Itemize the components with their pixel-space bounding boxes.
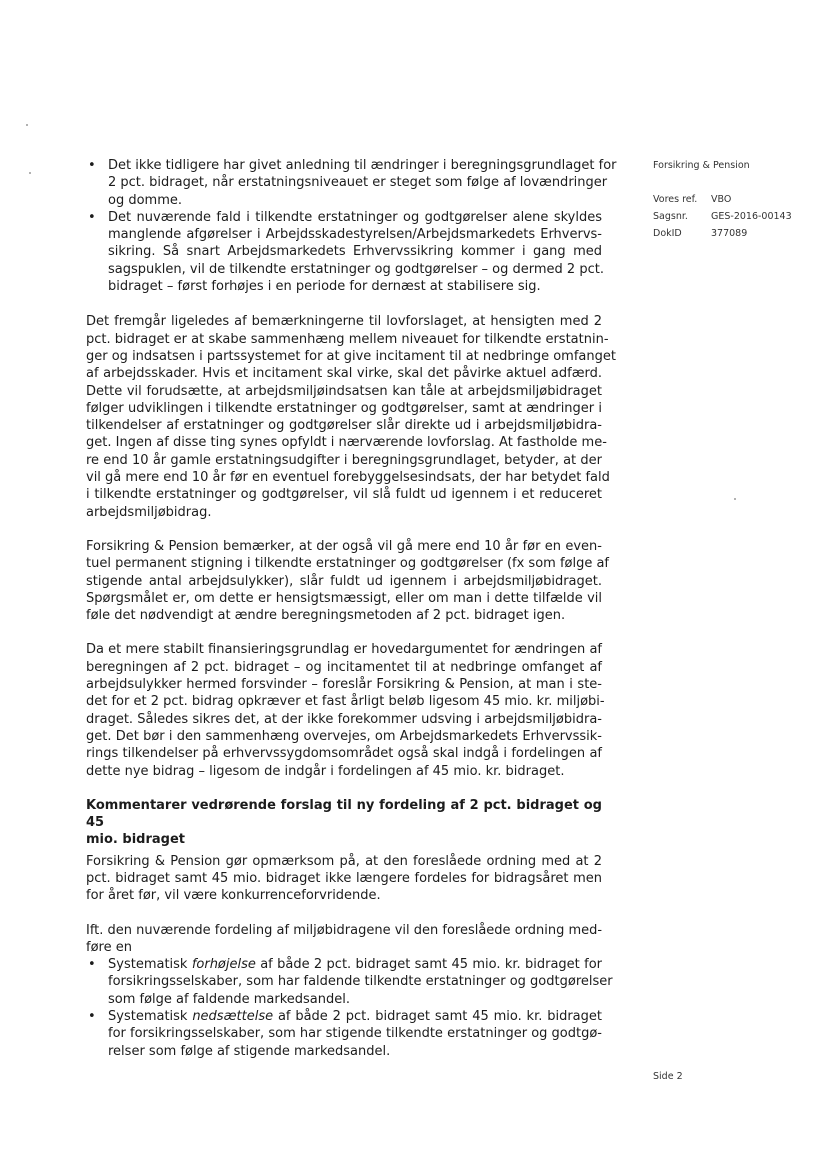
text-run: Systematisk bbox=[108, 1009, 193, 1025]
heading-line: mio. bidraget bbox=[86, 832, 185, 848]
text-line: pct. bidraget er at skabe sammenhæng mellem niveauet for tilkendte erstatnin- bbox=[86, 331, 609, 347]
text-line: manglende afgørelser i Arbejdsskadestyrelsen/Arbejdsmarkedets Erhvervs- bbox=[108, 227, 602, 243]
text-line: rings tilkendelser på erhvervssygdomsområdet også skal indgå i fordelingen af bbox=[86, 746, 602, 762]
text-line: arbejdsulykker hermed forsvinder – foreslår Forsikring & Pension, at man i ste- bbox=[86, 677, 602, 693]
text-line: det for et 2 pct. bidrag opkræver et fast årligt beløb ligesom 45 mio. kr. miljøbi- bbox=[86, 694, 605, 710]
text-line: Ift. den nuværende fordeling af miljøbidragene vil den foreslåede ordning med- bbox=[86, 922, 603, 938]
text-run: Systematisk bbox=[108, 957, 192, 973]
text-line: føle det nødvendigt at ændre beregningsmetoden af 2 pct. bidraget igen. bbox=[86, 608, 566, 624]
bullet-item bbox=[86, 956, 613, 1008]
text-line: arbejdsmiljøbidrag. bbox=[86, 504, 212, 520]
text-line: relser som følge af stigende markedsandel. bbox=[108, 1043, 391, 1059]
text-line: Det nuværende fald i tilkendte erstatninger og godtgørelser alene skyldes bbox=[108, 209, 602, 225]
text-line bbox=[108, 956, 602, 973]
text-line: draget. Således sikres det, at der ikke forekommer udsving i arbejdsmiljøbidra- bbox=[86, 711, 602, 727]
meta-value: VBO bbox=[711, 194, 732, 205]
text-line: Det fremgår ligeledes af bemærkningerne til lovforslaget, at hensigten med 2 bbox=[86, 314, 602, 330]
meta-label: Vores ref. bbox=[653, 194, 698, 205]
text-line: re end 10 år gamle erstatningsudgifter i beregningsgrundlaget, betyder, at der bbox=[86, 452, 602, 468]
paragraph-intro bbox=[86, 922, 602, 957]
sidebar-org: Forsikring & Pension bbox=[653, 160, 750, 171]
text-line: get. Det bør i den sammenhæng overvejes, om Arbejdsmarkedets Erhvervssik- bbox=[86, 728, 602, 744]
paragraph bbox=[86, 538, 610, 624]
text-line: forsikringsselskaber, som har faldende tilkendte erstatninger og godtgørelser bbox=[108, 974, 613, 990]
bullet-item bbox=[86, 157, 617, 209]
bullet-item bbox=[86, 209, 602, 295]
paragraph bbox=[86, 853, 602, 905]
text-line: Det ikke tidligere har givet anledning til ændringer i beregningsgrundlaget for bbox=[108, 158, 617, 173]
page-number: Side 2 bbox=[653, 1071, 683, 1082]
text-line: føre en bbox=[86, 939, 132, 955]
heading-line: Kommentarer vedrørende forslag til ny fordeling af 2 pct. bidraget og 45 bbox=[86, 797, 602, 831]
text-line: beregningen af 2 pct. bidraget – og incitamentet til at nedbringe omfanget af bbox=[86, 659, 602, 675]
bullet-list-top bbox=[86, 157, 617, 295]
emphasis-text: forhøjelse bbox=[191, 957, 256, 973]
section-heading bbox=[86, 797, 602, 849]
sidebar-meta bbox=[653, 160, 813, 245]
text-line: for året før, vil være konkurrenceforvridende. bbox=[86, 888, 381, 904]
scan-speck bbox=[734, 498, 736, 500]
text-line: ger og indsatsen i partssystemet for at give incitament til at nedbringe omfanget bbox=[86, 348, 616, 364]
text-run: af både 2 pct. bidraget samt 45 mio. kr. bidraget for bbox=[255, 957, 603, 973]
text-line: i tilkendte erstatninger og godtgørelser, vil slå fuldt ud igennem i et reduceret bbox=[86, 487, 602, 503]
meta-table bbox=[653, 194, 813, 245]
text-run: af både 2 pct. bidraget samt 45 mio. kr. bidraget bbox=[273, 1009, 602, 1025]
meta-value: GES-2016-00143 bbox=[711, 211, 792, 222]
text-line: Dette vil forudsætte, at arbejdsmiljøindsatsen kan tåle at arbejdsmiljøbidraget bbox=[86, 383, 602, 399]
bullet-icon: • bbox=[88, 957, 96, 973]
text-line: af arbejdsskader. Hvis et incitament skal virke, skal det påvirke aktuel adfærd. bbox=[86, 366, 602, 382]
meta-row bbox=[653, 194, 813, 211]
text-line: og domme. bbox=[108, 192, 183, 208]
text-line: Forsikring & Pension bemærker, at der også vil gå mere end 10 år før en even- bbox=[86, 538, 602, 554]
bullet-icon: • bbox=[88, 1009, 96, 1025]
text-line: Forsikring & Pension gør opmærksom på, at den foreslåede ordning med at 2 bbox=[86, 853, 602, 869]
text-line: sagspuklen, vil de tilkendte erstatninger og godtgørelser – og dermed 2 pct. bbox=[108, 261, 604, 277]
meta-row bbox=[653, 228, 813, 245]
meta-label: DokID bbox=[653, 228, 682, 239]
document-body bbox=[86, 157, 617, 1060]
text-line: tilkendelser af erstatninger og godtgørelser slår direkte ud i arbejdsmiljøbidra- bbox=[86, 418, 602, 434]
emphasis-text: nedsættelse bbox=[192, 1009, 274, 1025]
bullet-icon: • bbox=[88, 158, 96, 173]
scan-speck bbox=[29, 172, 31, 174]
scan-speck bbox=[26, 124, 28, 126]
bullet-icon: • bbox=[88, 209, 96, 225]
text-line: pct. bidraget samt 45 mio. bidraget ikke længere fordeles for bidragsåret men bbox=[86, 870, 602, 886]
text-line: sikring. Så snart Arbejdsmarkedets Erhvervssikring kommer i gang med bbox=[108, 244, 602, 260]
bullet-list-bottom bbox=[86, 956, 613, 1060]
text-line: 2 pct. bidraget, når erstatningsniveauet er steget som følge af lovændringer bbox=[108, 175, 608, 191]
text-line: bidraget – først forhøjes i en periode for dernæst at stabilisere sig. bbox=[108, 279, 541, 295]
meta-value: 377089 bbox=[711, 228, 748, 239]
meta-label: Sagsnr. bbox=[653, 211, 688, 222]
paragraph bbox=[86, 313, 616, 521]
text-line: dette nye bidrag – ligesom de indgår i fordelingen af 45 mio. kr. bidraget. bbox=[86, 763, 565, 779]
paragraph-group bbox=[86, 313, 616, 779]
text-line bbox=[108, 1008, 602, 1025]
text-line: stigende antal arbejdsulykker), slår fuldt ud igennem i arbejdsmiljøbidraget. bbox=[86, 573, 602, 589]
meta-row bbox=[653, 211, 813, 228]
text-line: for forsikringsselskaber, som har stigende tilkendte erstatninger og godtgø- bbox=[108, 1026, 602, 1042]
text-line: get. Ingen af disse ting synes opfyldt i nærværende lovforslag. At fastholde me- bbox=[86, 435, 607, 451]
text-line: Spørgsmålet er, om dette er hensigtsmæssigt, eller om man i dette tilfælde vil bbox=[86, 590, 602, 606]
bullet-item bbox=[86, 1008, 602, 1060]
paragraph bbox=[86, 641, 605, 779]
text-line: vil gå mere end 10 år før en eventuel forebyggelsesindsats, der har betydet fald bbox=[86, 470, 610, 486]
text-line: følger udviklingen i tilkendte erstatninger og godtgørelser, samt at ændringer i bbox=[86, 400, 602, 416]
text-line: Da et mere stabilt finansieringsgrundlag er hovedargumentet for ændringen af bbox=[86, 642, 602, 658]
text-line: som følge af faldende markedsandel. bbox=[108, 991, 351, 1007]
text-line: tuel permanent stigning i tilkendte erstatninger og godtgørelser (fx som følge af bbox=[86, 556, 610, 572]
